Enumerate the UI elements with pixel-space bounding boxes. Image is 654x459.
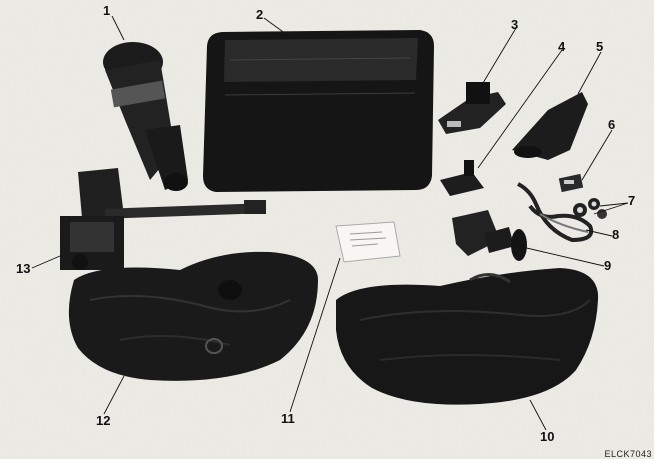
part-2-carrying-case	[203, 30, 434, 192]
callout-9: 9	[604, 258, 612, 273]
callout-8: 8	[612, 227, 620, 242]
callout-11: 11	[281, 411, 295, 426]
callout-6: 6	[608, 117, 616, 132]
callout-3: 3	[511, 17, 519, 32]
callout-12: 12	[96, 413, 111, 428]
callout-4: 4	[558, 39, 566, 54]
part-11-tag	[336, 222, 400, 262]
callout-7: 7	[628, 193, 636, 208]
part-10-soft-bag	[336, 268, 598, 405]
callout-1: 1	[103, 3, 111, 18]
figure-number: ELCK7043	[604, 449, 652, 459]
callout-13: 13	[16, 261, 31, 276]
callout-10: 10	[540, 429, 555, 444]
callout-2: 2	[256, 7, 264, 22]
callout-5: 5	[596, 39, 604, 54]
